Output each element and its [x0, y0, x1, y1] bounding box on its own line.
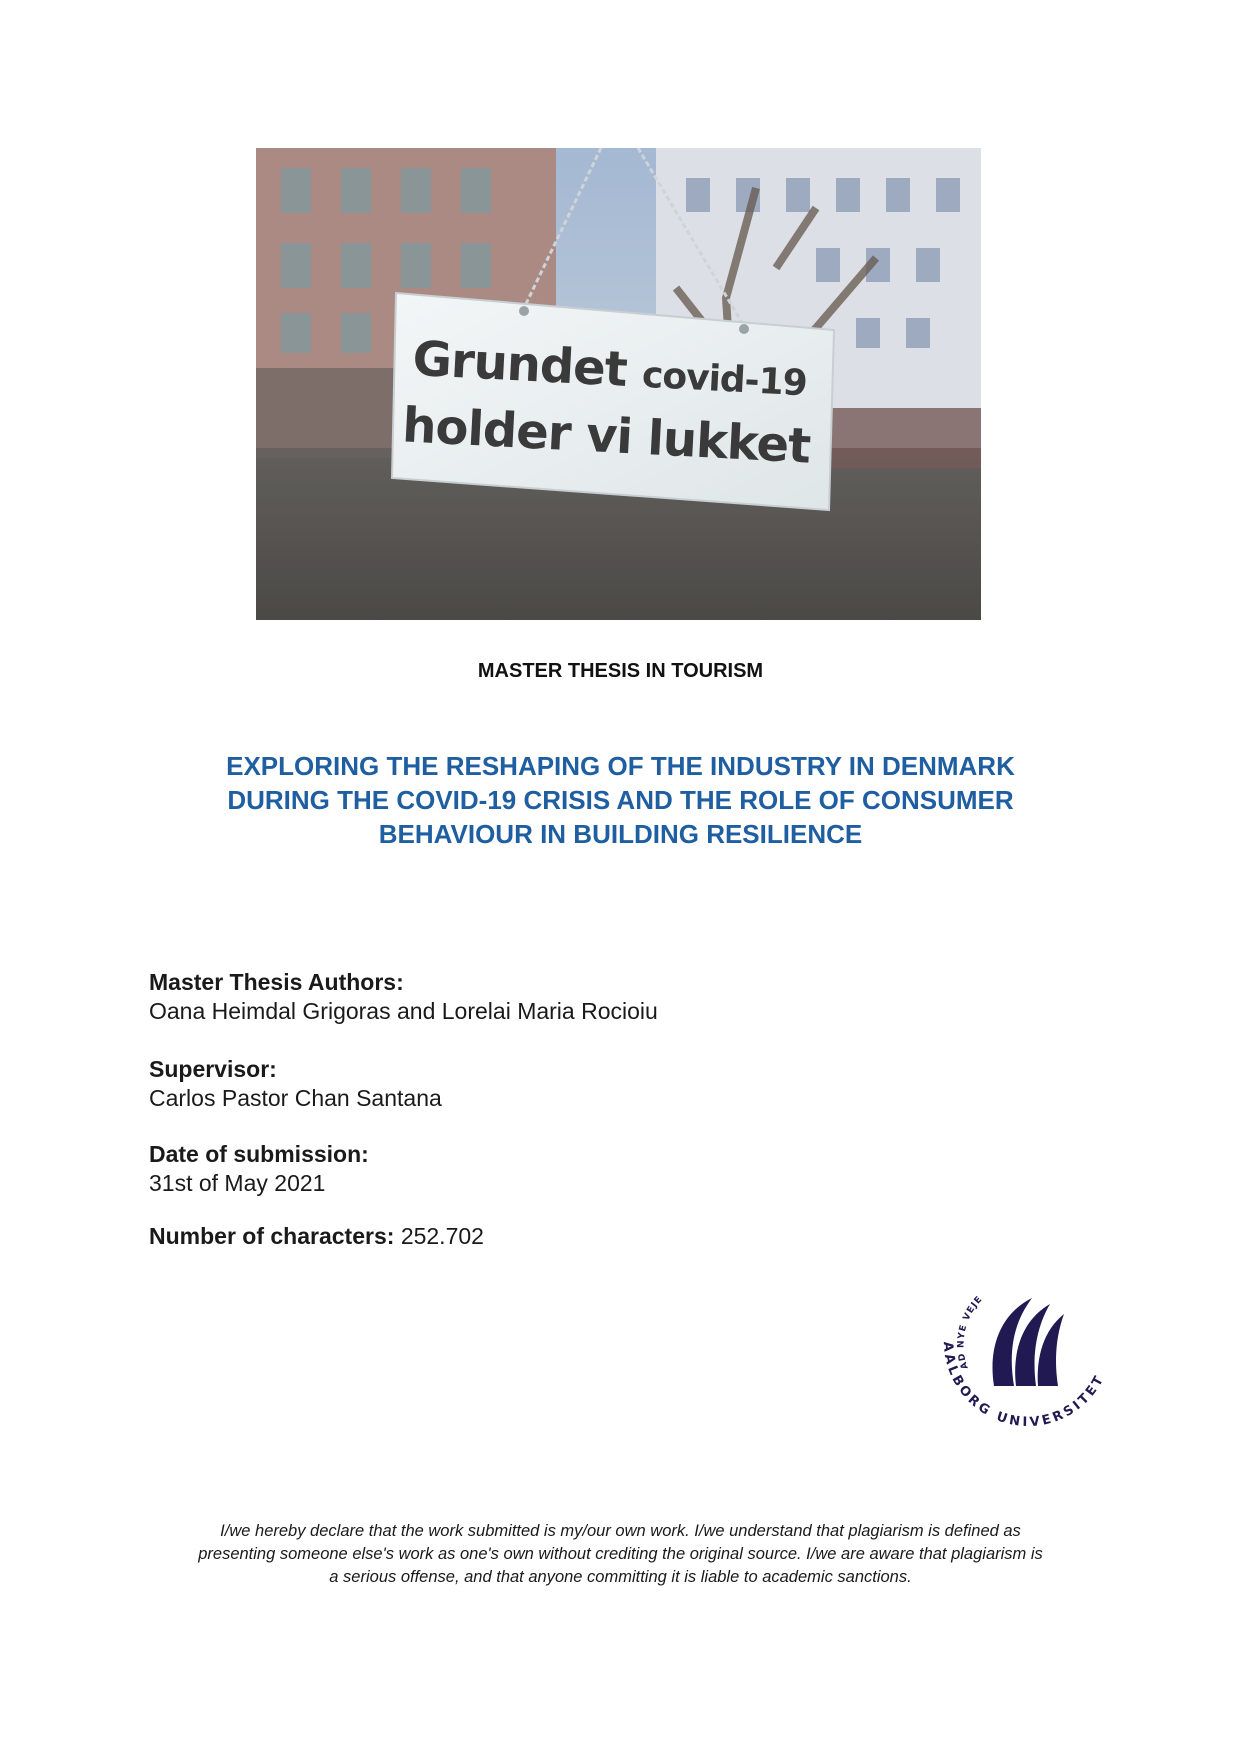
submission-block [149, 1140, 369, 1198]
sign-line1-small: covid-19 [641, 354, 808, 405]
sign-line1-main: Grundet [411, 330, 629, 398]
aalborg-university-logo-icon [928, 1248, 1128, 1448]
title-line: DURING THE COVID-19 CRISIS AND THE ROLE OF CONSUMER [227, 785, 1014, 815]
logo-name: AALBORG UNIVERSITET [939, 1341, 1109, 1431]
submission-label: Date of submission: [149, 1141, 369, 1167]
authors-block [149, 968, 658, 1026]
thesis-title [200, 749, 1041, 851]
submission-value: 31st of May 2021 [149, 1170, 326, 1196]
plagiarism-declaration [130, 1520, 1111, 1589]
authors-value: Oana Heimdal Grigoras and Lorelai Maria Rocioiu [149, 998, 658, 1024]
supervisor-label: Supervisor: [149, 1056, 277, 1082]
supervisor-block [149, 1055, 442, 1113]
declaration-line: presenting someone else's work as one's own without crediting the original source. I/we are aware that plagiarism is [198, 1545, 1043, 1563]
title-line: BEHAVIOUR IN BUILDING RESILIENCE [378, 819, 863, 849]
declaration-line: I/we hereby declare that the work submitted is my/our own work. I/we understand that plagiarism is defined as [220, 1522, 1021, 1540]
svg-text:AD NYE VEJE [957, 1294, 985, 1370]
thesis-type-heading: MASTER THESIS IN TOURISM [477, 660, 764, 682]
supervisor-value: Carlos Pastor Chan Santana [149, 1085, 442, 1111]
aalborg-university-logo [928, 1248, 1128, 1448]
declaration-line: a serious offense, and that anyone committing it is liable to academic sanctions. [329, 1568, 912, 1586]
sign-text [395, 327, 821, 478]
characters-block [149, 1222, 484, 1251]
title-line: EXPLORING THE RESHAPING OF THE INDUSTRY IN DENMARK [226, 751, 1015, 781]
logo-motto: AD NYE VEJE [956, 1294, 985, 1371]
authors-label: Master Thesis Authors: [149, 969, 404, 995]
sign-line2: holder vi lukket [401, 397, 812, 475]
characters-label: Number of characters: [149, 1223, 395, 1249]
characters-value: 252.702 [400, 1223, 484, 1249]
